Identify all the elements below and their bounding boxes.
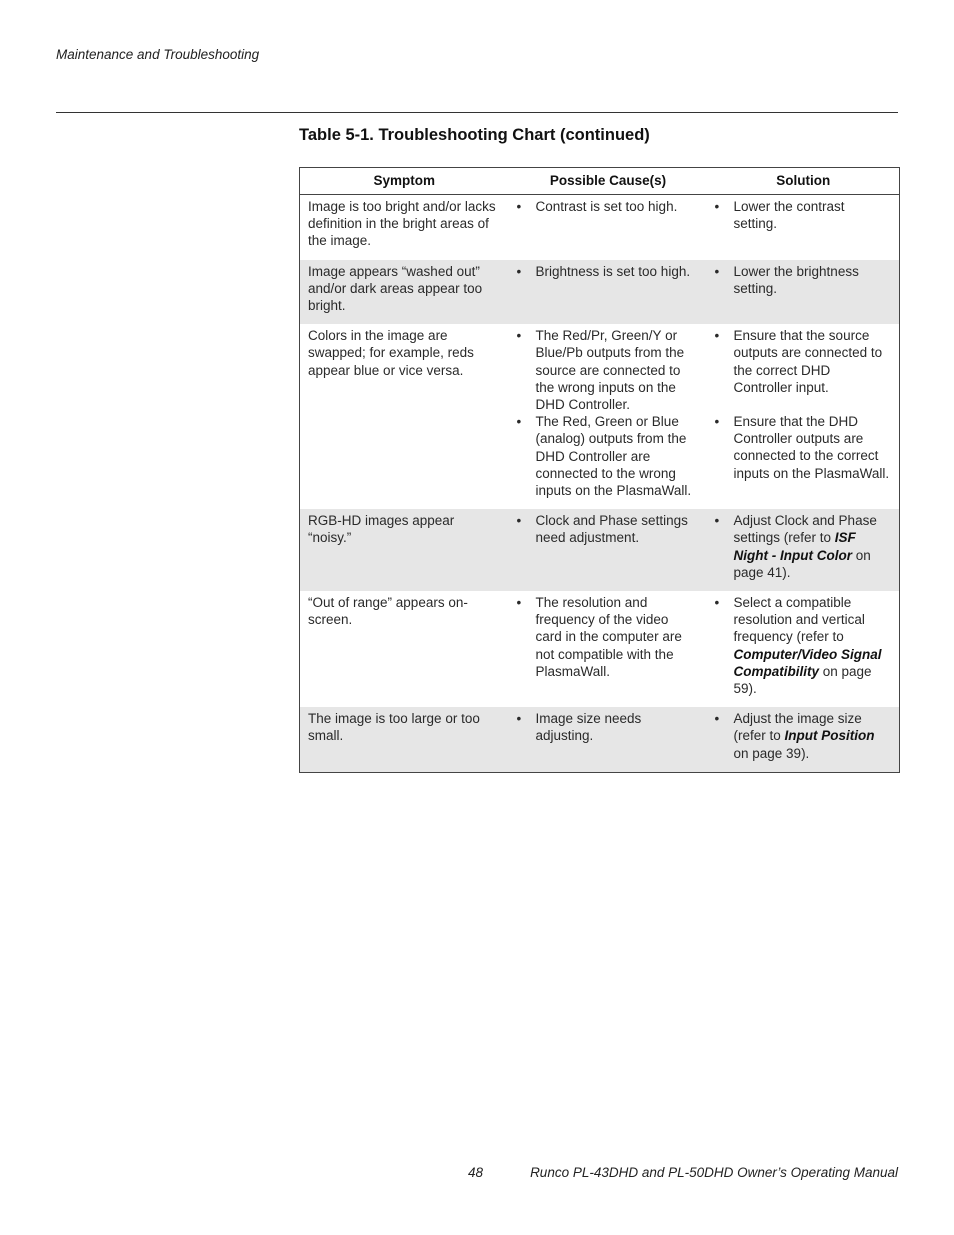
solution-item xyxy=(715,263,892,297)
solution-text: Lower the contrast setting. xyxy=(733,199,845,232)
solution-cell xyxy=(708,195,900,260)
symptom-cell: RGB-HD images appear “noisy.” xyxy=(300,509,509,591)
table-row xyxy=(300,195,900,260)
cause-item: • Brightness is set too high. xyxy=(517,263,698,280)
cross-reference-link[interactable]: Computer/Video Signal Compatibility xyxy=(733,646,882,679)
cause-cell xyxy=(509,195,708,260)
solution-item xyxy=(715,327,892,396)
solution-cell xyxy=(708,509,900,591)
cause-item: • The Red, Green or Blue (analog) outputs from the DHD Controller are connected to the wrong inputs on the PlasmaWall. xyxy=(517,413,698,499)
cause-list xyxy=(517,198,698,215)
troubleshooting-table xyxy=(299,167,900,773)
cause-list xyxy=(517,710,698,744)
column-header-solution: Solution xyxy=(708,168,900,195)
table-row xyxy=(300,707,900,772)
solution-text-end: on page 39). xyxy=(733,745,810,761)
cause-cell xyxy=(509,260,708,325)
cross-reference-link[interactable]: ISF Night - Input Color xyxy=(733,530,856,563)
symptom-cell: Image is too bright and/or lacks definition in the bright areas of the image. xyxy=(308,199,496,249)
cause-list xyxy=(517,594,698,680)
solution-text: Adjust the image size (refer to xyxy=(733,711,862,744)
solution-item xyxy=(715,512,892,581)
running-header: Maintenance and Troubleshooting xyxy=(56,47,260,62)
cause-cell xyxy=(509,707,708,772)
solution-text-end: on page 41). xyxy=(733,547,871,580)
cross-reference-link[interactable]: Input Position xyxy=(784,728,875,744)
page-number: 48 xyxy=(468,1165,484,1180)
symptom-cell: Colors in the image are swapped; for example, reds appear blue or vice versa. xyxy=(308,328,474,378)
cause-item: • Clock and Phase settings need adjustment. xyxy=(517,512,698,546)
solution-cell xyxy=(708,591,900,707)
solution-cell xyxy=(708,260,900,325)
cause-item: • Image size needs adjusting. xyxy=(517,710,698,744)
solution-text: Ensure that the source outputs are connected to the correct DHD Controller input. xyxy=(733,328,883,395)
solution-cell xyxy=(708,324,900,509)
solution-text: Lower the brightness setting. xyxy=(733,263,859,296)
table-row xyxy=(300,324,900,509)
symptom-cell: The image is too large or too small. xyxy=(300,707,509,772)
solution-list xyxy=(715,198,892,232)
solution-item xyxy=(715,198,892,232)
solution-list xyxy=(715,327,892,482)
cause-list xyxy=(517,327,698,499)
cause-list xyxy=(517,263,698,280)
symptom-cell: “Out of range” appears on-screen. xyxy=(308,595,468,628)
cause-cell xyxy=(509,324,708,509)
solution-cell xyxy=(708,707,900,772)
cause-cell xyxy=(509,591,708,707)
table-row xyxy=(300,260,900,325)
solution-item xyxy=(715,594,892,697)
cause-item: • The Red/Pr, Green/Y or Blue/Pb outputs from the source are connected to the wrong inputs on the DHD Controller. xyxy=(517,327,698,413)
cause-cell xyxy=(509,509,708,591)
solution-text: Adjust Clock and Phase settings (refer to xyxy=(733,513,877,546)
solution-text: Ensure that the DHD Controller outputs are connected to the correct inputs on the PlasmaWall. xyxy=(733,414,890,481)
symptom-cell: Image appears “washed out” and/or dark areas appear too bright. xyxy=(300,260,509,325)
solution-text-end: on page 59). xyxy=(733,663,872,697)
table-row xyxy=(300,509,900,591)
cause-item: • The resolution and frequency of the video card in the computer are not compatible with the PlasmaWall. xyxy=(517,594,698,680)
solution-list xyxy=(715,263,892,297)
solution-item xyxy=(715,413,892,482)
column-header-symptom: Symptom xyxy=(300,168,509,195)
cause-list xyxy=(517,512,698,546)
manual-title: Runco PL-43DHD and PL-50DHD Owner’s Operating Manual xyxy=(530,1165,898,1180)
table-header-row xyxy=(300,168,900,195)
cause-item: • Contrast is set too high. xyxy=(517,198,698,215)
solution-list xyxy=(715,512,892,581)
solution-list xyxy=(715,710,892,762)
solution-list xyxy=(715,594,892,697)
header-rule xyxy=(56,112,898,113)
solution-text: Select a compatible resolution and vertical frequency (refer to xyxy=(733,595,865,645)
solution-item xyxy=(715,710,892,762)
table-title: Table 5-1. Troubleshooting Chart (continued) xyxy=(299,126,650,144)
column-header-causes: Possible Cause(s) xyxy=(509,168,708,195)
table-row xyxy=(300,591,900,707)
